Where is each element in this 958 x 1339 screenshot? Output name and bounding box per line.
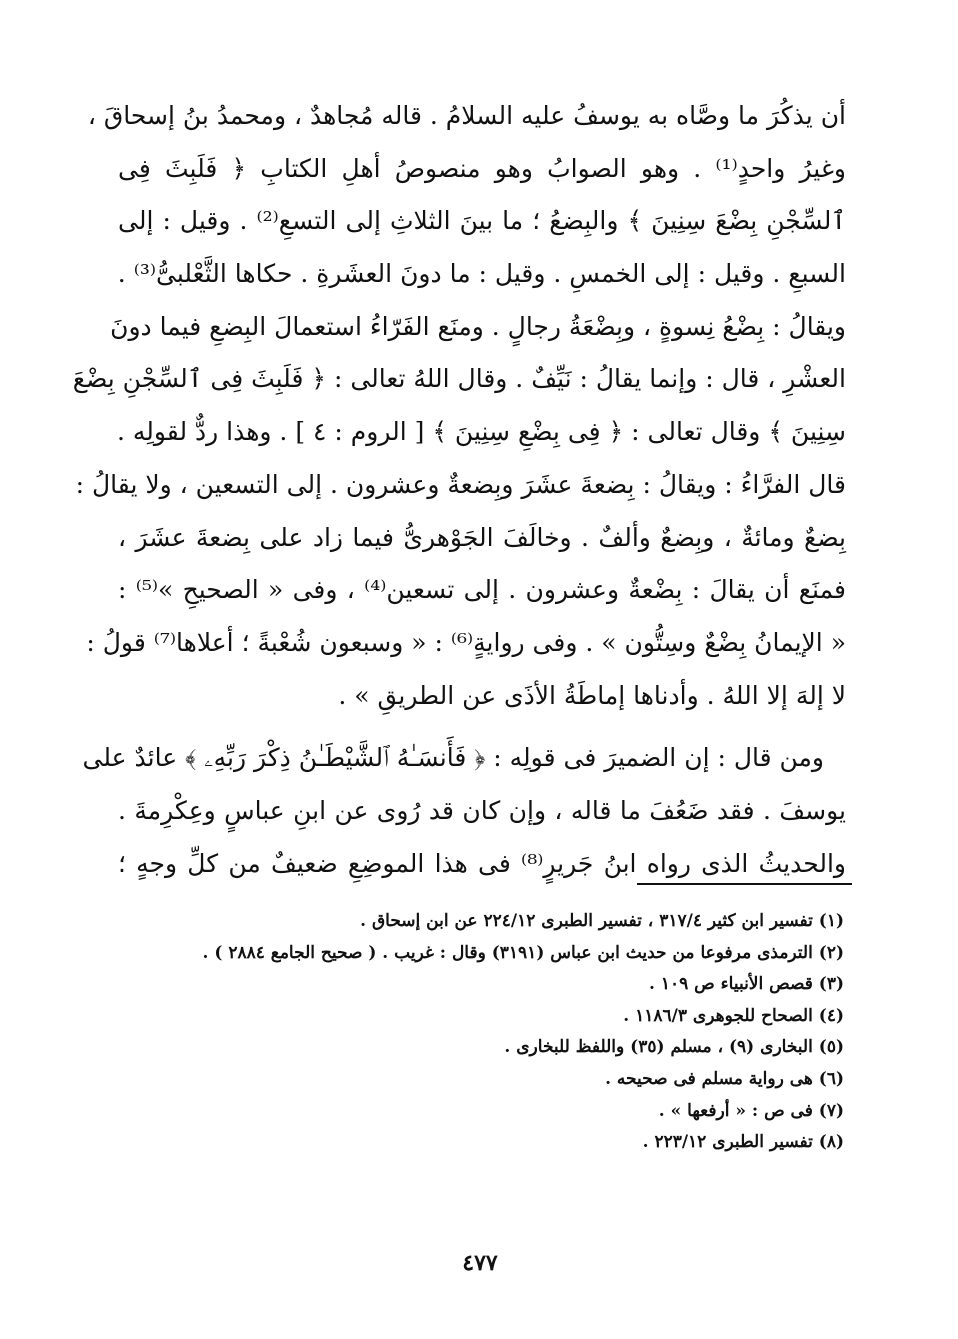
paragraph-2: [82, 732, 846, 890]
footnote-1: (١) تفسير ابن كثير ٣١٧/٤ ، تفسير الطبرى ٢٢٤/١٢ عن ابن إسحاق .: [360, 911, 844, 931]
text-line: بِضعٌ ومائةٌ ، وبِضعٌ وألفٌ . وخالَفَ الجَوْهرىُّ فيما زاد على بِضعةَ عشَرَ ،: [118, 522, 846, 552]
text-line: سِنِينَ ﴾ وقال تعالى : ﴿ فِى بِضْعِ سِنِينَ ﴾ [ الروم : ٤ ] . وهذا ردٌّ لقولِه .: [116, 417, 846, 447]
paragraph-gap: [118, 722, 846, 732]
page-number: ٤٧٧: [462, 1250, 498, 1276]
footnote-7: (٧) فى ص : « أرفعها » .: [658, 1100, 844, 1121]
text-line: « الإيمانُ بِضْعٌ وسِتُّون » . وفى روايةٍ⁽⁶⁾ : « وسبعون شُعْبةً ؛ أعلاها⁽⁷⁾ قولُ :: [86, 627, 846, 657]
text-line: والحديثُ الذى رواه ابنُ جَريرٍ⁽⁸⁾ فى هذا الموضِعِ ضعيفٌ من كلِّ وجهٍ ؛: [118, 848, 846, 878]
paragraph-1: [72, 90, 846, 722]
text-line: أن يذكُرَ ما وصَّاه به يوسفُ عليه السلامُ . قاله مُجاهدٌ ، ومحمدُ بنُ إسحاقَ ،: [87, 101, 846, 130]
text-line: يوسفَ . فقد ضَعُفَ ما قاله ، وإن كان قد رُوى عن ابنِ عباسٍ وعِكْرِمةَ .: [118, 795, 846, 825]
text-line: قال الفرَّاءُ : ويقالُ : بِضعةَ عشَرَ وبِضعةٌ وعشرون . إلى التسعين ، ولا يقالُ :: [75, 469, 846, 499]
footnote-8: (٨) تفسير الطبرى ٢٢٣/١٢ .: [642, 1132, 844, 1153]
footnote-6: (٦) هى رواية مسلم فى صحيحه .: [605, 1068, 844, 1089]
footnote-separator: [637, 883, 852, 885]
text-line: ٱلسِّجْنِ بِضْعَ سِنِينَ ﴾ والبِضعُ ؛ ما بينَ الثلاثِ إلى التسعِ⁽²⁾ . وقيل : إلى: [118, 206, 846, 236]
text-line: السبعِ . وقيل : إلى الخمسِ . وقيل : ما دونَ العشَرةِ . حكاها الثَّعْلبىُّ⁽³⁾ .: [117, 259, 846, 289]
text-line: فمنَع أن يقالَ : بِضْعةٌ وعشرون . إلى تسعين⁽⁴⁾ ، وفى « الصحيحِ »⁽⁵⁾ :: [118, 575, 846, 605]
footnotes: [118, 906, 844, 1159]
text-line: لا إلهَ إلا اللهُ . وأدناها إماطَةُ الأذَى عن الطريقِ » .: [338, 680, 846, 710]
text-line: وغيرُ واحدٍ⁽¹⁾ . وهو الصوابُ وهو منصوصُ أهلِ الكتابِ ﴿ فَلَبِثَ فِى: [118, 153, 846, 183]
footnote-2: (٢) الترمذى مرفوعا من حديث ابن عباس (٣١٩١) وقال : غريب . ( صحيح الجامع ٢٨٨٤ ) .: [202, 942, 844, 963]
text-line: ويقالُ : بِضْعُ نِسوةٍ ، وبِضْعَةُ رجالٍ . ومنَع الفَرّاءُ استعمالَ البِضعِ فيما دونَ: [110, 311, 846, 341]
text-line: العشْرِ ، قال : وإنما يقالُ : نَيِّفٌ . وقال اللهُ تعالى : ﴿ فَلَبِثَ فِى ٱلسِّجْنِ بِضْعَ: [72, 364, 846, 394]
footnote-3: (٣) قصص الأنبياء ص ١٠٩ .: [649, 974, 844, 995]
main-text: [72, 90, 846, 890]
footnote-5: (٥) البخارى (٩) ، مسلم (٣٥) واللفظ للبخارى .: [504, 1037, 844, 1058]
text-line: ومن قال : إن الضميرَ فى قولِه : ﴿ فَأَنسَـٰهُ ٱلشَّيْطَـٰنُ ذِكْرَ رَبِّهِۦ ﴾ عائدٌ على: [82, 743, 824, 773]
footnote-4: (٤) الصحاح للجوهرى ١١٨٦/٣ .: [623, 1005, 844, 1026]
